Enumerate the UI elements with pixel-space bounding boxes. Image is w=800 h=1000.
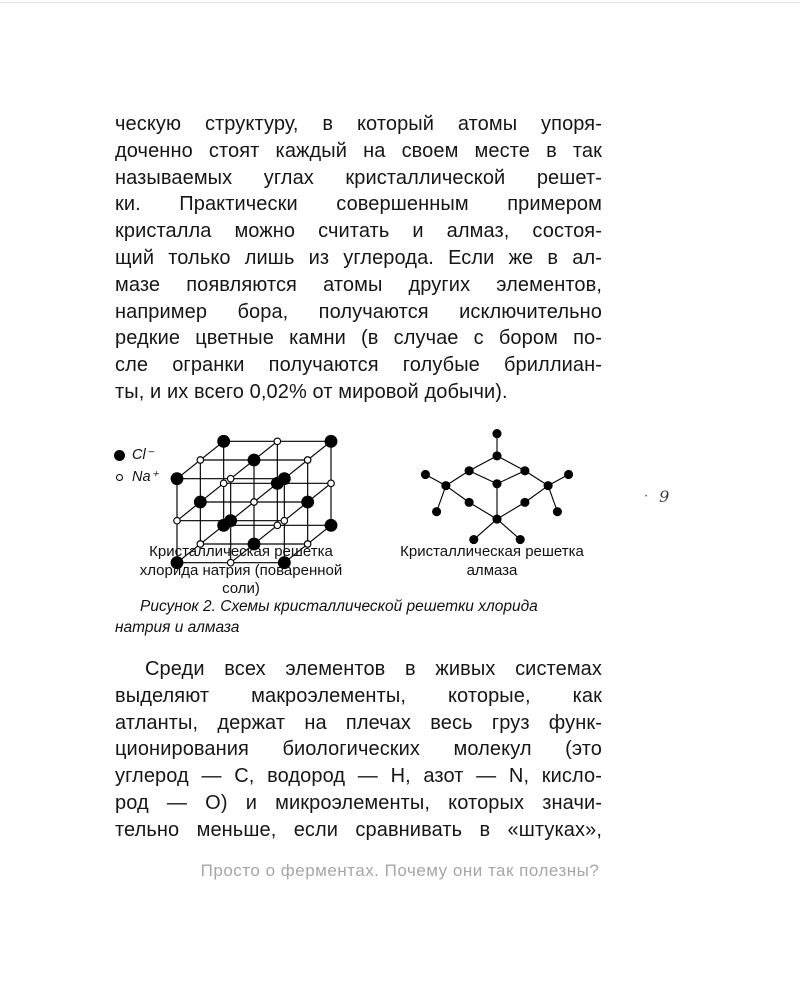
na-ion-open-circle-icon (116, 474, 123, 481)
page-number (644, 487, 669, 506)
legend-cl-label: Cl⁻ (132, 447, 154, 463)
page-number-dot: · (644, 489, 649, 504)
figure-caption: Рисунок 2. Схемы кристаллической решетки хлорида натрия и алмаза (115, 598, 538, 636)
cl-ion-filled-circle-icon (114, 450, 125, 461)
legend-row-na (114, 466, 158, 488)
running-footer: Просто о ферментах. Почему они так полезны? (200, 861, 600, 880)
page-number-value: 9 (659, 487, 670, 506)
legend-row-cl (114, 444, 158, 466)
caption-diamond: Кристаллическая решетка алмаза (400, 543, 584, 579)
paragraph-macroelements: Среди всех элементов в живых системах выделяют макроэлементы, которые, как атланты, держат на плечах весь груз функ- ционирования биологических молекул (это углерод — C, водород — H, азот — N, кисло- род — O) и микроэлементы, которых значи- тельно меньше, если сравнивать в «штуках», (115, 658, 602, 841)
diamond-lattice-diagram (418, 428, 576, 547)
top-edge-line (0, 2, 800, 3)
legend-na-label: Na⁺ (132, 469, 159, 485)
figure-legend (114, 444, 158, 488)
paragraph-crystal-structure: ческую структуру, в который атомы упоря- доченно стоят каждый на своем месте в так называемых углах кристаллической решет- ки. Практически совершенным примером кристалла можно считать и алмаз, состоя- щий только лишь из углерода. Если же в ал- мазе появляются атомы других элементов, например бора, получаются исключительно редкие цветные камни (в случае с бором по- сле огранки получаются голубые бриллиан- ты, и их всего 0,02% от мировой добычи). (115, 113, 602, 403)
caption-nacl: Кристаллическая решетка хлорида натрия (поваренной соли) (139, 543, 343, 597)
